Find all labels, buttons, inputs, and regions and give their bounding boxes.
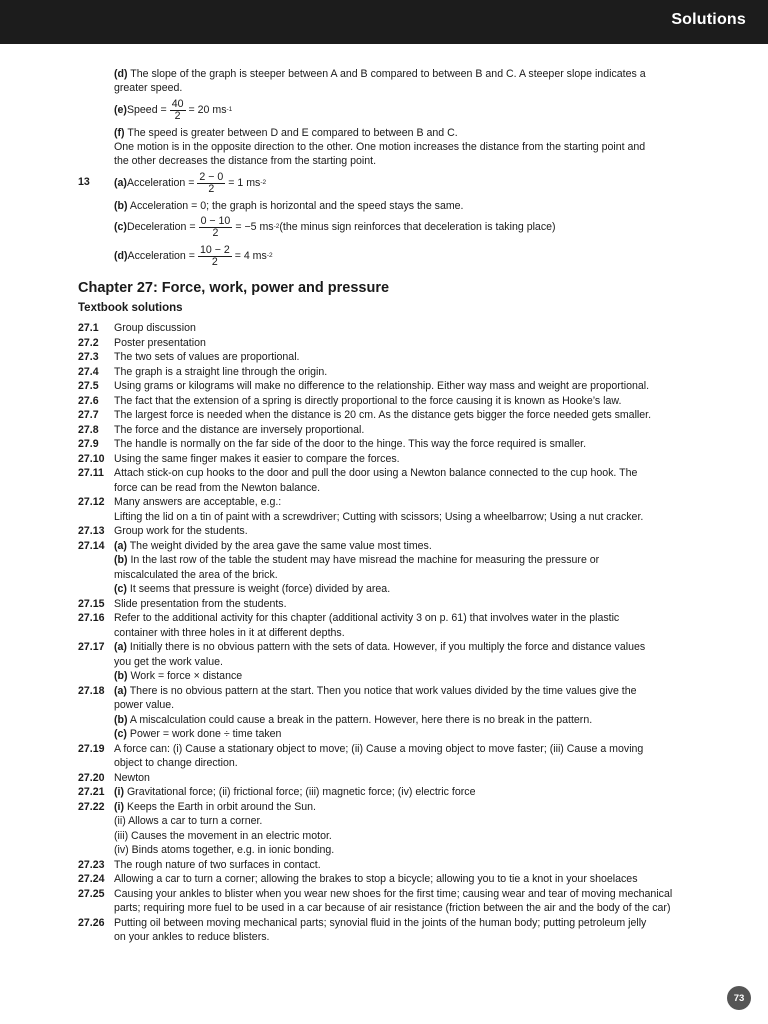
item-text-line: you get the work value. — [114, 655, 223, 668]
list-item — [78, 858, 718, 873]
answer-label: (b) — [114, 713, 128, 726]
item-text-line: The handle is normally on the far side of the door to the hinge. This way the force required is smaller. — [114, 438, 587, 450]
item-number: 27.14 — [78, 539, 105, 552]
answer-label: (f) — [114, 127, 125, 139]
answer-f-cont: the other decreases the distance from the starting point. — [114, 155, 377, 167]
answer-text: = 20 ms — [188, 104, 227, 116]
answer-text: = 4 ms — [234, 250, 267, 262]
item-text-line: The largest force is needed when the distance is 20 cm. As the distance gets bigger the force needed gets smaller. — [114, 409, 652, 421]
item-text — [114, 423, 714, 438]
item-text-line: Lifting the lid on a tin of paint with a screwdriver; Cutting with scissors; Using a wheelbarrow; Using a nut cracker. — [114, 510, 644, 523]
list-item — [78, 321, 718, 336]
item-text-line: miscalculated the area of the brick. — [114, 568, 278, 581]
item-text — [114, 365, 714, 380]
item-text-line — [114, 640, 714, 655]
list-item — [78, 640, 718, 684]
list-item — [78, 611, 718, 640]
item-text-line: The force and the distance are inversely proportional. — [114, 423, 365, 436]
answer-label: (b) — [114, 670, 128, 682]
item-number: 27.3 — [78, 351, 99, 363]
list-item — [78, 785, 718, 800]
item-number: 27.21 — [78, 786, 105, 798]
page-number-badge: 73 — [727, 986, 751, 1010]
item-number: 27.12 — [78, 496, 105, 508]
item-text — [114, 495, 714, 524]
answer-label: (e) — [114, 104, 127, 116]
item-number: 27.2 — [78, 336, 99, 349]
list-item — [78, 379, 718, 394]
item-text-line — [114, 582, 714, 597]
answer-text: Keeps the Earth in orbit around the Sun. — [124, 800, 316, 813]
item-text-line: on your ankles to reduce blisters. — [114, 931, 270, 943]
answer-f-cont: One motion is in the opposite direction to the other. One motion increases the distance from the starting point and — [114, 141, 646, 153]
fraction — [199, 216, 233, 239]
fraction — [198, 245, 232, 268]
answer-text: Acceleration = — [126, 177, 195, 189]
list-item — [78, 408, 718, 423]
item-text — [114, 858, 714, 873]
answer-text: A miscalculation could cause a break in the pattern. However, here there is no break in the pattern. — [127, 713, 593, 726]
item-number: 27.9 — [78, 438, 99, 450]
fraction-numerator: 40 — [171, 97, 184, 110]
answer-label: (a) — [114, 177, 127, 189]
fraction-numerator: 2 − 0 — [199, 170, 224, 183]
answer-label: (b) — [114, 200, 128, 212]
answer-label: (i) — [114, 786, 124, 798]
item-text-line — [114, 553, 714, 568]
item-text — [114, 350, 714, 365]
list-item — [78, 872, 718, 887]
item-text — [114, 336, 714, 351]
answer-text: Work = force × distance — [127, 670, 243, 682]
answer-d-cont: greater speed. — [114, 82, 183, 94]
answer-label: (a) — [114, 641, 127, 653]
answer-text: The slope of the graph is steeper between A and B compared to between B and C. A steeper slope indicates a — [127, 68, 646, 80]
item-text-line: Causing your ankles to blister when you wear new shoes for the first time; causing wear and tear of moving mechanical — [114, 887, 673, 900]
item-text-line: The two sets of values are proportional. — [114, 351, 300, 363]
item-number: 27.10 — [78, 452, 105, 465]
list-item — [78, 365, 718, 380]
item-text — [114, 597, 714, 612]
item-number: 27.16 — [78, 612, 105, 624]
item-text-line: Group work for the students. — [114, 525, 248, 537]
item-text — [114, 379, 714, 394]
item-text-line: Many answers are acceptable, e.g.: — [114, 496, 282, 508]
answer-label: (c) — [114, 583, 127, 595]
item-text — [114, 524, 714, 539]
list-item — [78, 394, 718, 409]
item-number: 27.20 — [78, 771, 105, 784]
list-item — [78, 452, 718, 467]
fraction — [170, 99, 186, 122]
section-title: Textbook solutions — [78, 302, 183, 314]
item-number: 27.1 — [78, 322, 99, 334]
answer-text: The weight divided by the area gave the same value most times. — [126, 539, 432, 552]
answer-e: (e) Speed = $\frac{40}{2}$ = 20 ms -1 — [114, 97, 233, 122]
item-text — [114, 785, 714, 800]
answer-label: (d) — [114, 250, 128, 262]
answer-label: (i) — [114, 800, 124, 813]
item-text — [114, 408, 714, 423]
question-number: 13 — [78, 176, 90, 188]
item-text-line: Putting oil between moving mechanical parts; synovial fluid in the joints of the human body; putting petroleum jelly — [114, 916, 647, 929]
item-text-line: container with three holes in it at different depths. — [114, 626, 345, 639]
item-number: 27.19 — [78, 742, 105, 755]
answer-label: (a) — [114, 684, 127, 697]
item-text-line: Poster presentation — [114, 336, 206, 349]
item-text-line — [114, 539, 714, 554]
item-text — [114, 916, 714, 945]
list-item — [78, 597, 718, 612]
item-text-line: The fact that the extension of a spring is directly proportional to the force causing it is known as Hooke’s law. — [114, 394, 622, 407]
list-item — [78, 771, 718, 786]
item-number: 27.24 — [78, 873, 105, 885]
item-text — [114, 611, 714, 640]
answer-f — [114, 126, 458, 141]
list-item — [78, 916, 718, 945]
item-text — [114, 466, 714, 495]
item-text — [114, 742, 714, 771]
fraction-denominator: 2 — [174, 109, 181, 122]
item-text-line — [114, 713, 714, 728]
fraction-numerator: 10 − 2 — [199, 243, 230, 256]
item-text-line: parts; requiring more fuel to be used in a car because of air resistance (friction between the air and the body of the car) — [114, 902, 671, 914]
list-item — [78, 684, 718, 742]
fraction-numerator: 0 − 10 — [200, 214, 231, 227]
answer-text: There is no obvious pattern at the start. Then you notice that work values divided by the time values give the — [126, 684, 637, 697]
list-item — [78, 336, 718, 351]
answer-label: (a) — [114, 539, 127, 552]
item-number: 27.15 — [78, 597, 105, 610]
item-text-line — [114, 669, 714, 684]
list-item — [78, 423, 718, 438]
item-text-line: Refer to the additional activity for this chapter (additional activity 3 on p. 61) that involves water in the plastic — [114, 612, 620, 624]
answer-13a: (a) Acceleration = $\frac{2 - 0}{2}$ = 1 ms -2 — [114, 170, 267, 195]
item-text-line: The rough nature of two surfaces in contact. — [114, 858, 321, 871]
list-item — [78, 742, 718, 771]
list-item — [78, 539, 718, 597]
item-text-line — [114, 727, 714, 742]
answer-label: (d) — [114, 68, 128, 80]
item-text — [114, 437, 714, 452]
item-number: 27.6 — [78, 394, 99, 407]
answer-text: Initially there is no obvious pattern with the sets of data. However, if you multiply the force and distance values — [126, 641, 646, 653]
item-text — [114, 872, 714, 887]
item-text-line: Attach stick-on cup hooks to the door and pull the door using a Newton balance connected to the cup hook. The — [114, 467, 638, 479]
item-number: 27.23 — [78, 858, 105, 871]
item-number: 27.25 — [78, 887, 105, 900]
answer-text: Acceleration = — [127, 250, 195, 262]
chapter-title: Chapter 27: Force, work, power and pressure — [78, 280, 390, 296]
item-text-line: power value. — [114, 699, 175, 711]
fraction-denominator: 2 — [208, 182, 215, 195]
answer-text: (the minus sign reinforces that deceleration is taking place) — [279, 221, 556, 233]
list-item — [78, 887, 718, 916]
list-item — [78, 466, 718, 495]
item-text-line: Group discussion — [114, 322, 196, 334]
item-text — [114, 640, 714, 684]
answer-text: Deceleration = — [126, 221, 196, 233]
item-text-line: Newton — [114, 771, 150, 784]
item-number: 27.11 — [78, 467, 104, 479]
item-number: 27.22 — [78, 800, 105, 813]
item-text-line: (iii) Causes the movement in an electric motor. — [114, 829, 332, 842]
answer-label: (c) — [114, 728, 127, 740]
item-text-line: (ii) Allows a car to turn a corner. — [114, 815, 263, 827]
item-text — [114, 684, 714, 742]
answer-text: Speed = — [126, 104, 167, 116]
item-text-line: Using the same finger makes it easier to compare the forces. — [114, 452, 400, 465]
item-text — [114, 321, 714, 336]
fraction — [197, 172, 225, 195]
item-text-line: The graph is a straight line through the origin. — [114, 365, 328, 378]
list-item — [78, 437, 718, 452]
item-number: 27.4 — [78, 365, 99, 378]
item-text-line: Allowing a car to turn a corner; allowing the brakes to stop a bicycle; allowing you to tie a knot in your shoelaces — [114, 873, 638, 885]
item-text-line: Using grams or kilograms will make no difference to the relationship. Either way mass and weight are proportional. — [114, 380, 650, 392]
item-text-line — [114, 785, 714, 800]
item-text-line — [114, 800, 714, 815]
answer-text: The speed is greater between D and E compared to between B and C. — [124, 127, 458, 139]
page-header-title: Solutions — [671, 11, 746, 28]
answer-13d: (d) Acceleration = $\frac{10 - 2}{2}$ = 4 ms -2 — [114, 243, 273, 268]
answer-text: Acceleration = 0; the graph is horizontal and the speed stays the same. — [127, 200, 464, 212]
item-text-line — [114, 684, 714, 699]
item-text-line: (iv) Binds atoms together, e.g. in ionic bonding. — [114, 844, 335, 856]
item-number: 27.7 — [78, 409, 99, 421]
item-text — [114, 887, 714, 916]
fraction-denominator: 2 — [212, 226, 219, 239]
item-text-line: Slide presentation from the students. — [114, 597, 287, 610]
item-text — [114, 394, 714, 409]
item-number: 27.26 — [78, 916, 105, 929]
list-item — [78, 495, 718, 524]
item-text — [114, 771, 714, 786]
item-text — [114, 452, 714, 467]
item-text — [114, 539, 714, 597]
answer-label: (c) — [114, 221, 127, 233]
answer-13c: (c) Deceleration = $\frac{0 - 10}{2}$ = −5 ms -2 (the minus sign reinforces that deceleration is taking place) — [114, 214, 556, 239]
answer-text: In the last row of the table the student may have misread the machine for measuring the pressure or — [127, 554, 600, 566]
fraction-denominator: 2 — [211, 255, 218, 268]
item-text-line: force can be read from the Newton balance. — [114, 481, 321, 494]
answer-label: (b) — [114, 554, 128, 566]
answer-text: = −5 ms — [235, 221, 274, 233]
list-item — [78, 800, 718, 858]
answer-text: Gravitational force; (ii) frictional force; (iii) magnetic force; (iv) electric force — [124, 786, 476, 798]
answer-text: It seems that pressure is weight (force) divided by area. — [126, 583, 391, 595]
item-text-line: A force can: (i) Cause a stationary object to move; (ii) Cause a moving object to move faster; (iii) Cause a moving — [114, 742, 644, 755]
item-number: 27.8 — [78, 423, 99, 436]
answer-d — [114, 67, 646, 82]
item-number: 27.13 — [78, 525, 105, 537]
answer-text: Power = work done ÷ time taken — [126, 728, 282, 740]
answer-text: = 1 ms — [228, 177, 261, 189]
list-item — [78, 524, 718, 539]
item-number: 27.17 — [78, 641, 105, 653]
item-text — [114, 800, 714, 858]
item-number: 27.5 — [78, 380, 99, 392]
item-text-line: object to change direction. — [114, 757, 238, 769]
item-number: 27.18 — [78, 684, 105, 697]
list-item — [78, 350, 718, 365]
